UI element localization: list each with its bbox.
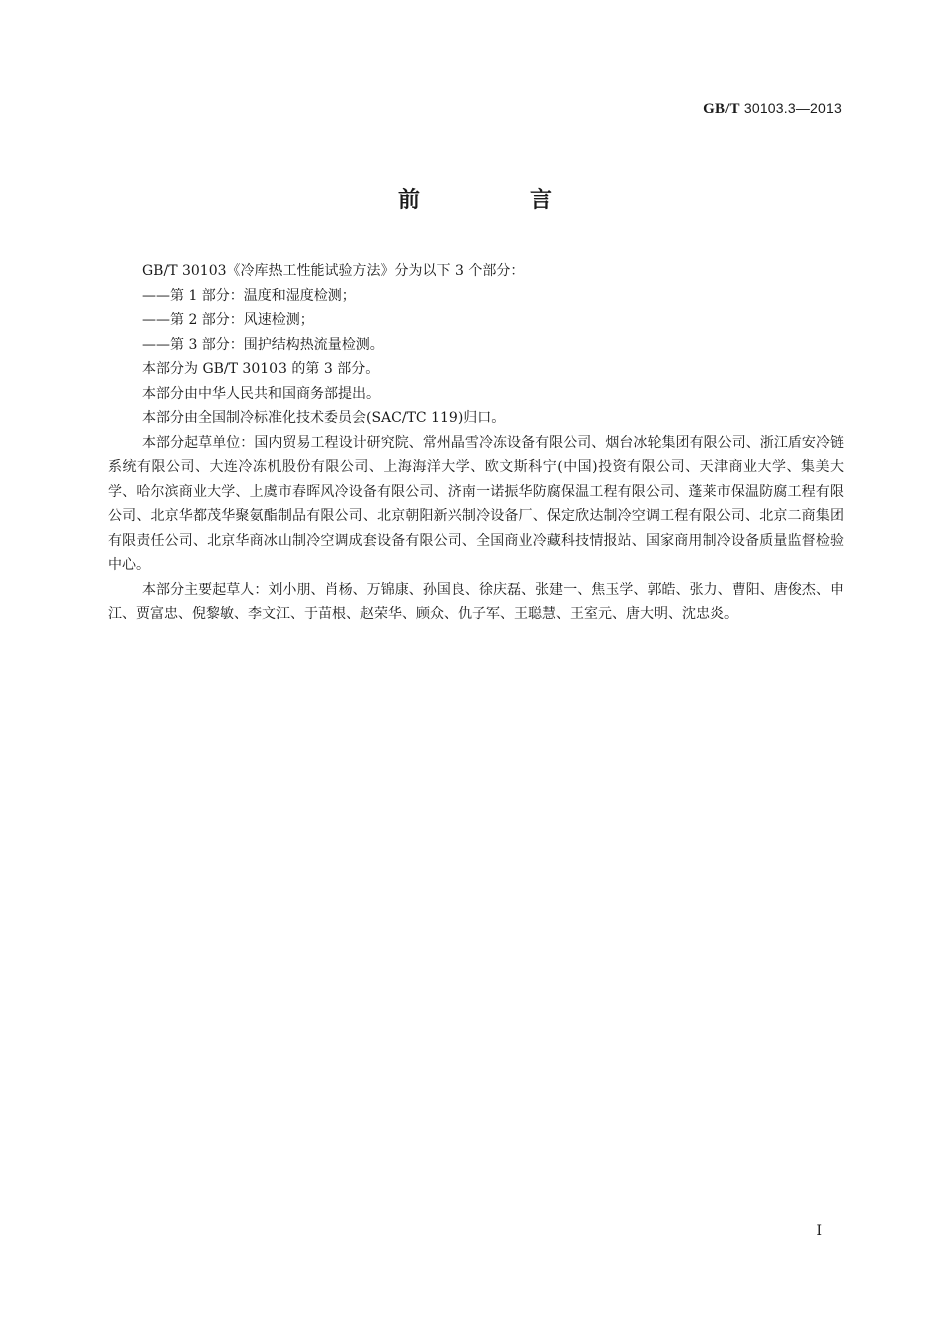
paragraph-under-jurisdiction: 本部分由全国制冷标准化技术委员会(SAC/TC 119)归口。 [142,410,506,426]
standard-code [703,100,842,118]
paragraph-drafting-units: 本部分起草单位：国内贸易工程设计研究院、常州晶雪冷冻设备有限公司、烟台冰轮集团有限公司、浙江盾安冷链系统有限公司、大连冷冻机股份有限公司、上海海洋大学、欧文斯科宁(中国)投资有限公司、天津商业大学、集美大学、哈尔滨商业大学、上虞市春晖风冷设备有限公司、济南一诺振华防腐保温工程有限公司、蓬莱市保温防腐工程有限公司、北京华都茂华聚氨酯制品有限公司、北京朝阳新兴制冷设备厂、保定欣达制冷空调工程有限公司、北京二商集团有限责任公司、北京华商冰山制冷空调成套设备有限公司、全国商业冷藏科技情报站、国家商用制冷设备质量监督检验中心。 [108,434,844,573]
page-number: I [816,1223,822,1239]
foreword-body [108,259,844,627]
paragraph-drafters: 本部分主要起草人：刘小朋、肖杨、万锦康、孙国良、徐庆磊、张建一、焦玉学、郭皓、张力、曹阳、唐俊杰、申江、贾富忠、倪黎敏、李文江、于苗根、赵荣华、顾众、仇子军、王聪慧、王室元、唐大明、沈忠炎。 [108,581,844,622]
standard-code-prefix: GB/T [703,101,740,117]
paragraph-part-2: ——第 2 部分：风速检测； [142,312,314,328]
paragraph-part-3: ——第 3 部分：围护结构热流量检测。 [142,336,384,353]
page-title: 前 言 [397,188,596,213]
paragraph-part-1: ——第 1 部分：温度和湿度检测； [142,287,356,304]
standard-code-number: 30103.3—2013 [743,100,842,116]
paragraph-parts-intro: GB/T 30103《冷库热工性能试验方法》分为以下 3 个部分： [142,263,525,279]
paragraph-proposed-by: 本部分由中华人民共和国商务部提出。 [142,385,380,402]
paragraph-this-part: 本部分为 GB/T 30103 的第 3 部分。 [142,361,380,377]
